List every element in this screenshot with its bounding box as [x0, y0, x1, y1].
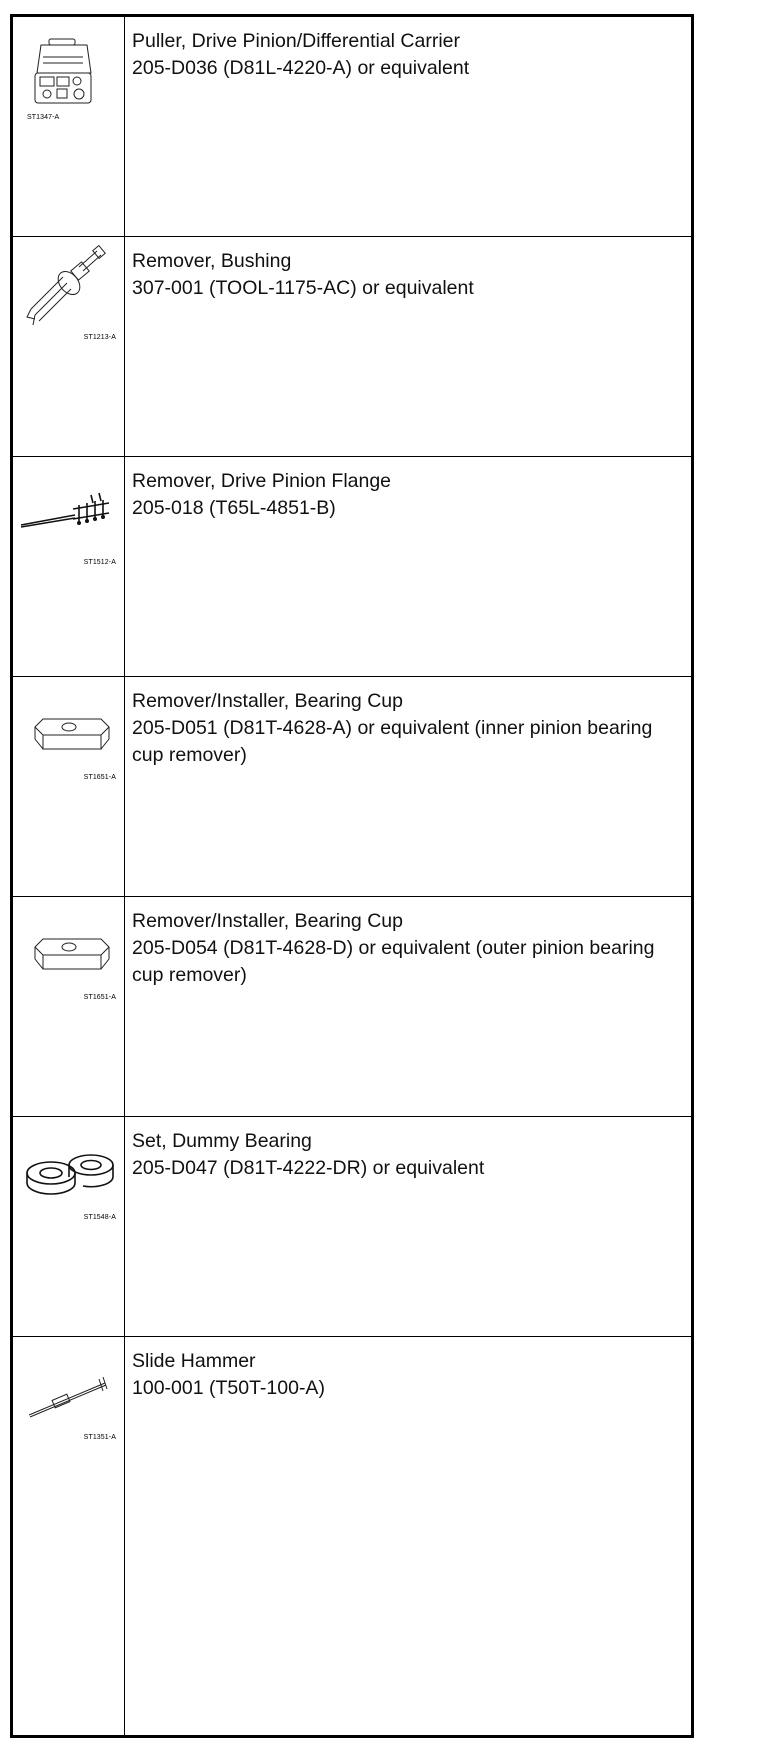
tool-image-cell — [13, 17, 125, 236]
image-code: ST1351-A — [83, 1434, 116, 1441]
tool-image-cell — [13, 237, 125, 456]
tool-image-cell — [13, 457, 125, 676]
tool-description — [132, 1348, 684, 1402]
tool-row — [13, 457, 691, 677]
tool-description — [132, 28, 684, 82]
tool-detail: 205-D054 (D81T-4628-D) or equivalent (outer pinion bearing cup remover) — [132, 937, 655, 986]
image-code: ST1213-A — [83, 334, 116, 341]
tool-image-cell — [13, 677, 125, 896]
bearing-cup-block-icon — [13, 897, 125, 1117]
tool-name: Slide Hammer — [132, 1350, 256, 1372]
tool-description — [132, 248, 684, 302]
image-code: ST1651-A — [83, 774, 116, 781]
tool-description — [132, 1128, 684, 1182]
tool-detail: 100-001 (T50T-100-A) — [132, 1377, 325, 1399]
image-code: ST1512-A — [83, 559, 116, 566]
tool-image-cell — [13, 1337, 125, 1735]
tool-description — [132, 908, 684, 989]
tool-row — [13, 237, 691, 457]
tool-row — [13, 17, 691, 237]
slide-hammer-icon — [13, 1337, 125, 1557]
special-tools-table — [10, 14, 694, 1738]
tool-row — [13, 677, 691, 897]
tool-detail: 205-D051 (D81T-4628-A) or equivalent (inner pinion bearing cup remover) — [132, 717, 653, 766]
tool-image-cell — [13, 897, 125, 1116]
tool-name: Set, Dummy Bearing — [132, 1130, 312, 1152]
bearing-cup-block-icon — [13, 677, 125, 897]
tool-row — [13, 897, 691, 1117]
tool-detail: 205-018 (T65L-4851-B) — [132, 497, 336, 519]
tool-name: Puller, Drive Pinion/Differential Carrier — [132, 30, 461, 52]
tool-name: Remover/Installer, Bearing Cup — [132, 690, 403, 712]
tool-detail: 205-D036 (D81L-4220-A) or equivalent — [132, 57, 470, 79]
image-code: ST1651-A — [83, 994, 116, 1001]
tool-case-icon — [13, 17, 125, 237]
dummy-bearing-rings-icon — [13, 1117, 125, 1337]
flange-remover-icon — [13, 457, 125, 677]
bushing-remover-icon — [13, 237, 125, 457]
tool-detail: 205-D047 (D81T-4222-DR) or equivalent — [132, 1157, 485, 1179]
tool-description — [132, 688, 684, 769]
tool-image-cell — [13, 1117, 125, 1336]
tool-detail: 307-001 (TOOL-1175-AC) or equivalent — [132, 277, 474, 299]
tool-name: Remover, Drive Pinion Flange — [132, 470, 392, 492]
tool-row — [13, 1337, 691, 1735]
tool-row — [13, 1117, 691, 1337]
tool-name: Remover, Bushing — [132, 250, 292, 272]
image-code: ST1548-A — [83, 1214, 116, 1221]
tool-description — [132, 468, 684, 522]
tool-name: Remover/Installer, Bearing Cup — [132, 910, 403, 932]
image-code: ST1347-A — [27, 114, 60, 121]
